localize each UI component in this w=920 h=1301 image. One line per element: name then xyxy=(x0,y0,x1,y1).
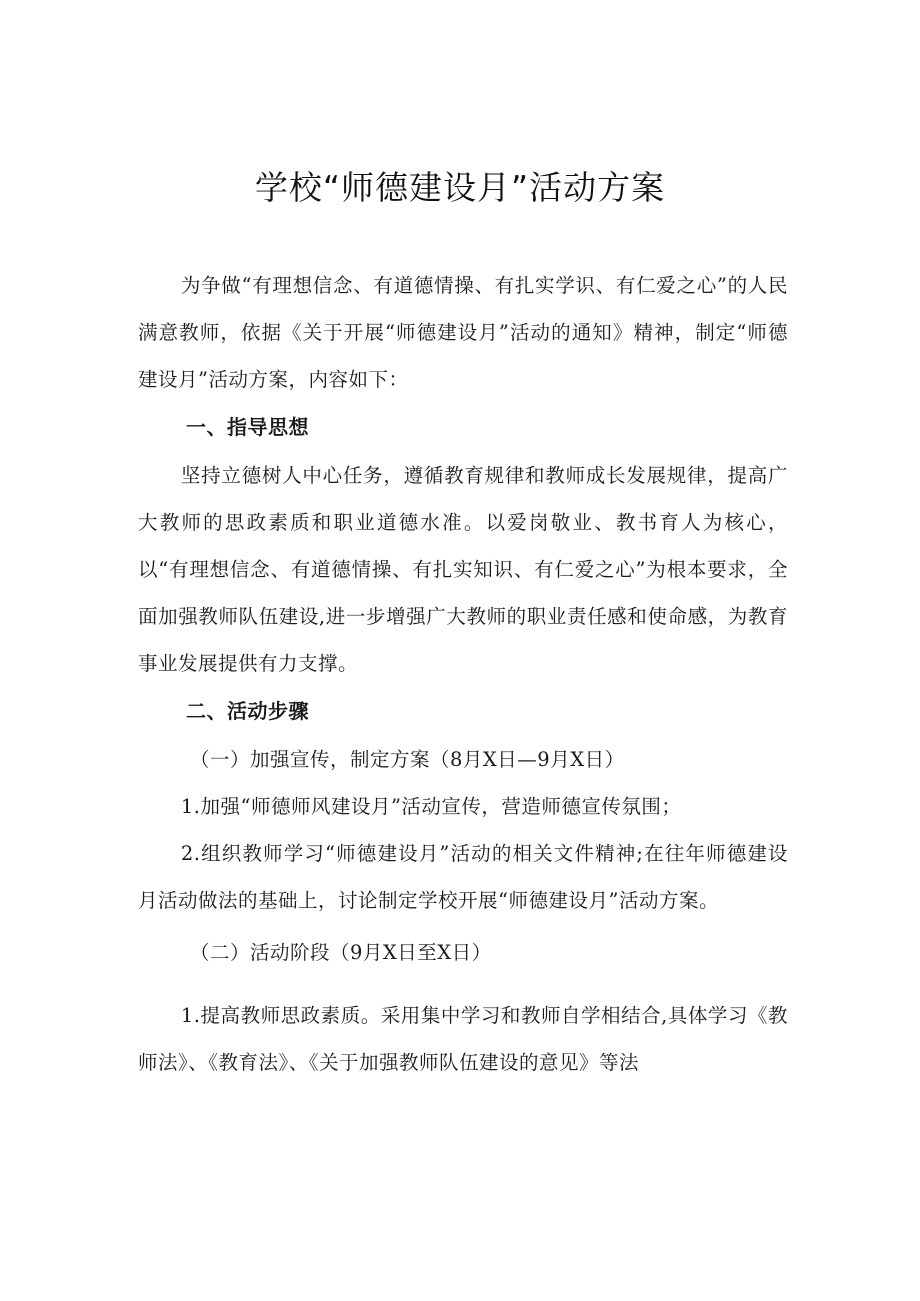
phase-one-item-2: 2.组织教师学习“师德建设月”活动的相关文件精神;在往年师德建设月活动做法的基础上，讨论制定学校开展“师德建设月”活动方案。 xyxy=(138,842,788,912)
spacer xyxy=(138,982,788,992)
document-title: 学校“师德建设月”活动方案 xyxy=(254,168,666,207)
section-heading-guiding-ideology: 一、指导思想 xyxy=(186,415,309,439)
phase-one-item-1: 1.加强“师德师风建设月”活动宣传，营造师德宣传氛围； xyxy=(180,795,682,818)
phase-one-label: （一）加强宣传，制定方案（8月X日—9月X日） xyxy=(190,748,625,771)
intro-paragraph: 为争做“有理想信念、有道德情操、有扎实学识、有仁爱之心”的人民满意教师，依据《关于开展“师德建设月”活动的通知》精神，制定“师德建设月”活动方案，内容如下： xyxy=(138,274,788,391)
document-body xyxy=(138,262,788,1086)
phase-two-label: （二）活动阶段（9月X日至X日） xyxy=(190,941,492,964)
guiding-ideology-paragraph: 坚持立德树人中心任务，遵循教育规律和教师成长发展规律，提高广大教师的思政素质和职业道德水准。以爱岗敬业、教书育人为核心，以“有理想信念、有道德情操、有扎实知识、有仁爱之心”为根本要求，全面加强教师队伍建设,进一步增强广大教师的职业责任感和使命感，为教育事业发展提供有力支撑。 xyxy=(138,464,788,675)
section-heading-activity-steps: 二、活动步骤 xyxy=(186,699,309,723)
phase-two-item-1: 1.提高教师思政素质。采用集中学习和教师自学相结合,具体学习《教师法》、《教育法》、《关于加强教师队伍建设的意见》等法 xyxy=(138,1004,788,1074)
